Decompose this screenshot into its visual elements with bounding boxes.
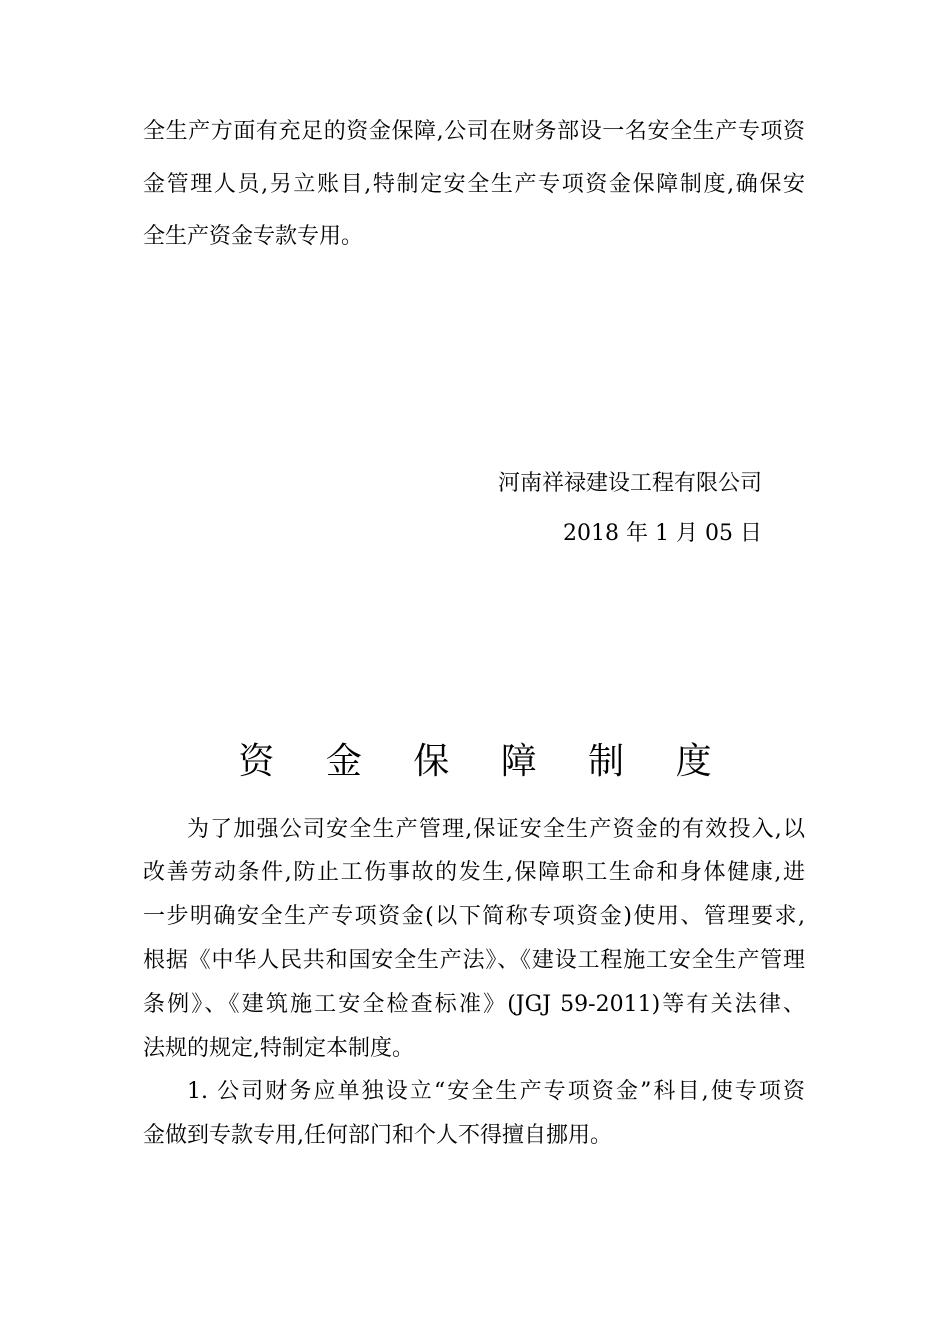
paragraph-line: 法规的规定,特制定本制度。	[143, 1036, 414, 1061]
text-line: 全生产资金专款专用。	[143, 224, 364, 249]
signature-date: 2018 年 1 月 05 日	[563, 521, 762, 546]
list-item-line: 金做到专款专用,任何部门和个人不得擅自挪用。	[143, 1123, 612, 1148]
paragraph-line: 一步明确安全生产专项资金(以下简称专项资金)使用、管理要求,	[143, 904, 805, 929]
company-name: 河南祥禄建设工程有限公司	[497, 471, 762, 496]
list-item-line: 1. 公司财务应单独设立“安全生产专项资金”科目,使专项资	[187, 1079, 805, 1104]
paragraph-line: 为了加强公司安全生产管理,保证安全生产资金的有效投入,以	[187, 817, 805, 842]
paragraph-line: 条例》、《建筑施工安全检查标准》(JGJ 59-2011)等有关法律、	[143, 992, 805, 1017]
text-line: 金管理人员,另立账目,特制定安全生产专项资金保障制度,确保安	[143, 172, 805, 197]
page-title: 资 金 保 障 制 度	[238, 741, 732, 782]
text-line: 全生产方面有充足的资金保障,公司在财务部设一名安全生产专项资	[143, 119, 805, 144]
paragraph-line: 根据《中华人民共和国安全生产法》、《建设工程施工安全生产管理	[143, 948, 805, 973]
paragraph-line: 改善劳动条件,防止工伤事故的发生,保障职工生命和身体健康,进	[143, 860, 805, 885]
